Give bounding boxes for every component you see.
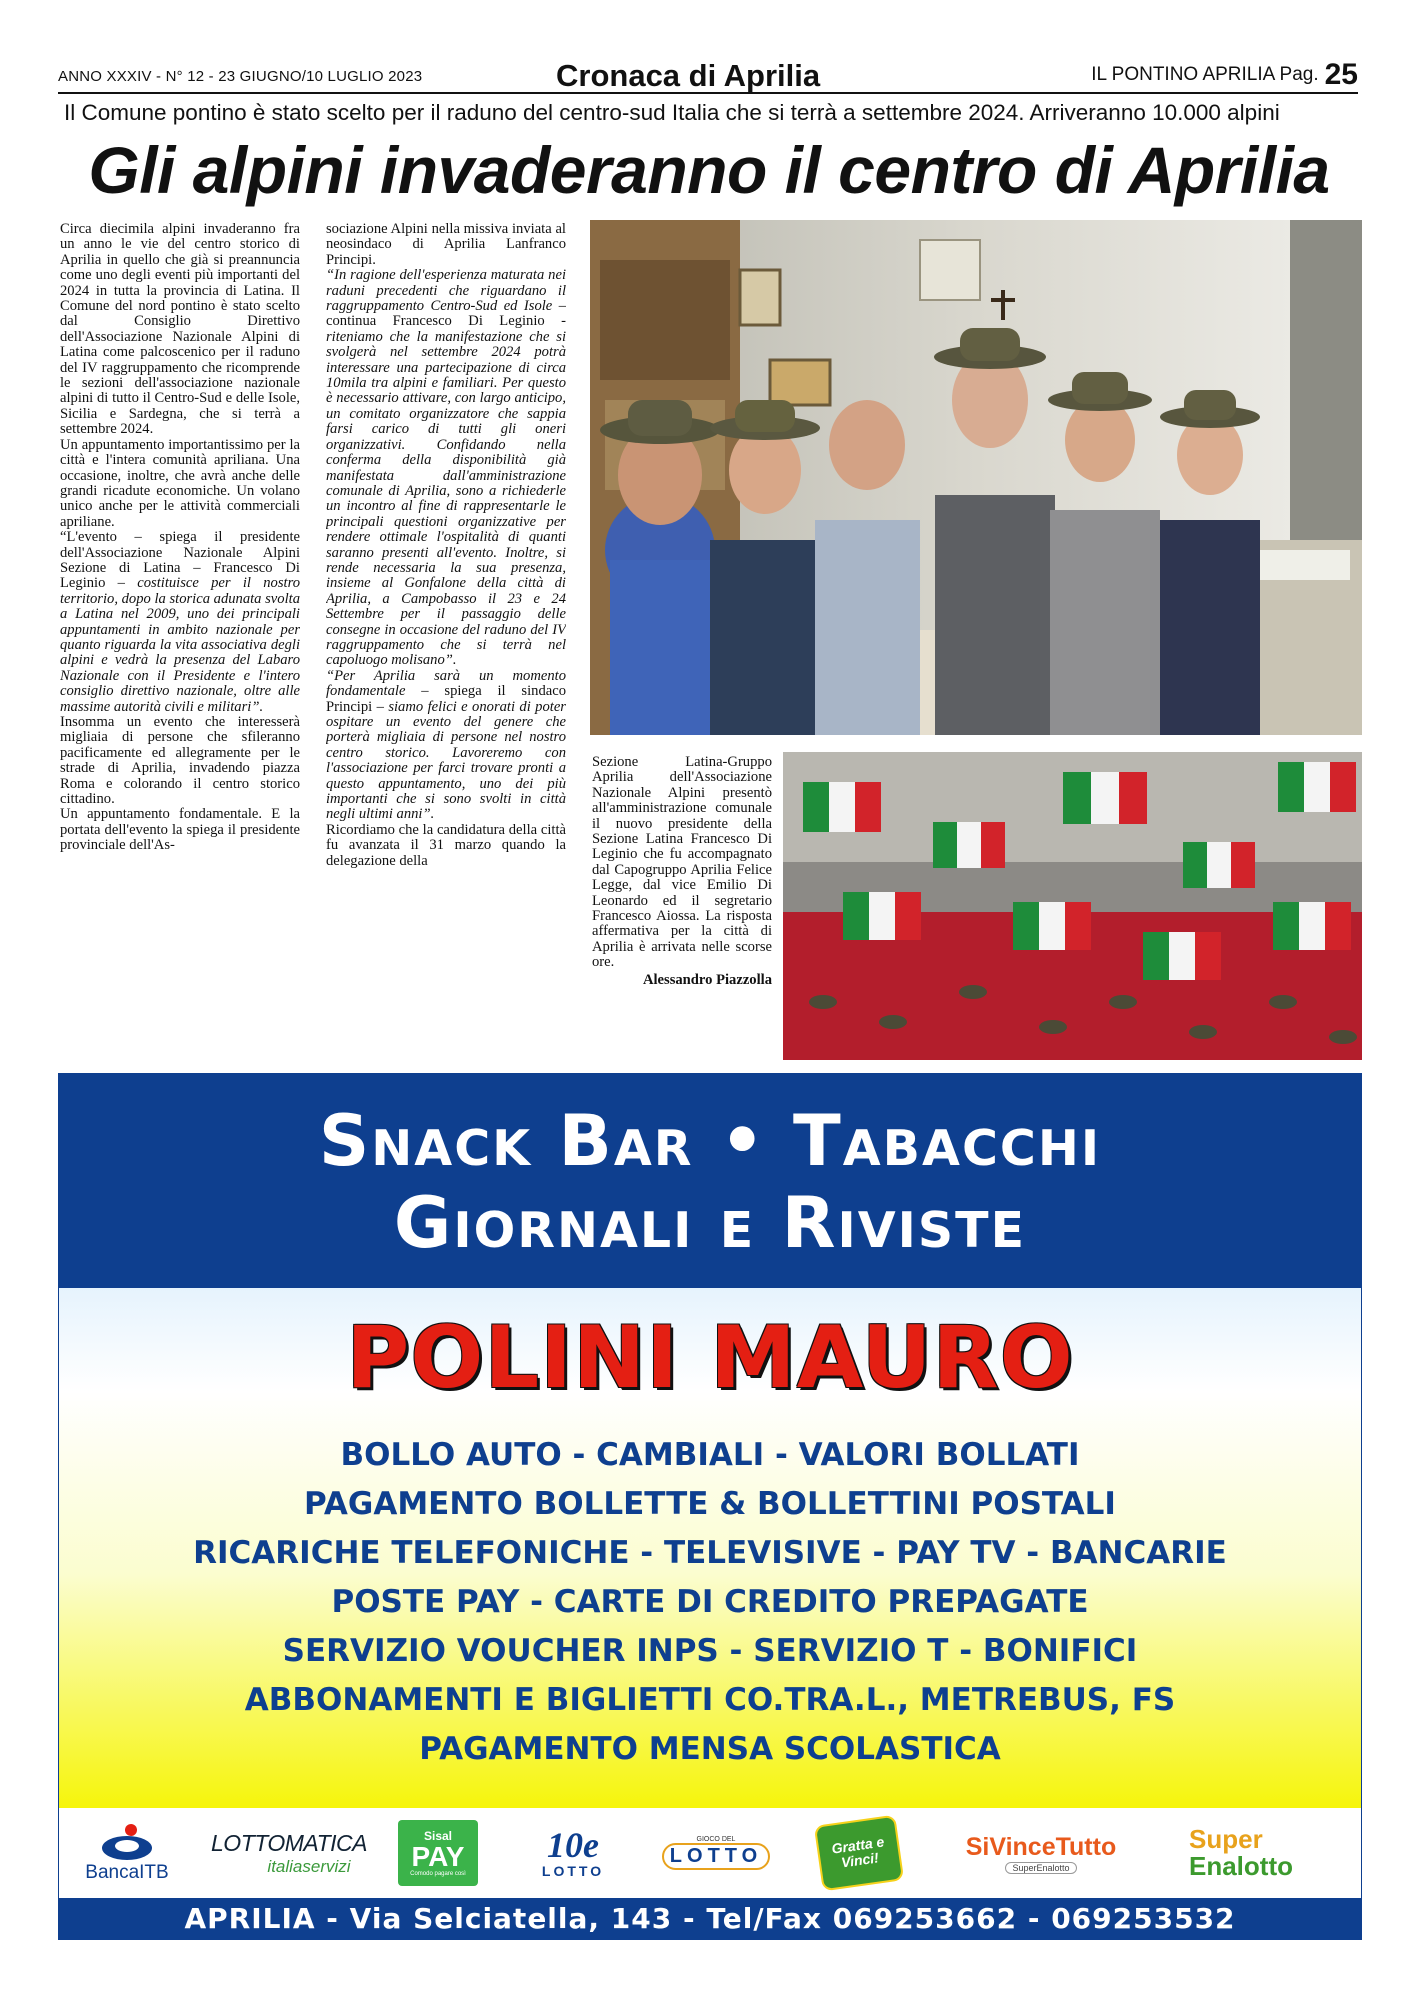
ad-body: [59, 1288, 1361, 1808]
sivincetutto-subtext: SuperEnalotto: [1005, 1862, 1076, 1874]
service-line: ABBONAMENTI E BIGLIETTI CO.TRA.L., METREBUS, FS: [244, 1682, 1176, 1718]
quote: riteniamo che la manifestazione che si svolgerà nel settembre 2024 potrà interessare una partecipazione di circa 10mila tra alpini e familiari. Per questo è necessario attivare, con largo anticipo, un comitato organizzatore che sappia farsi carico di tutti gli oneri organizzativi. Confidando nella conferma della disponibilità già manifestata dall'amministrazione comunale di Aprilia, sono a richiederle un incontro al fine di rappresentarle le principali questioni organizzative per rendere ottimale l'ospitalità di quanti saranno presenti all'evento. Inoltre, si rende necessaria la sua presenza, insieme al Gonfalone della città di Aprilia, a Campobasso il 23 e 24 Settembre per il passaggio delle consegne in occasione del raduno del IV raggruppamento che si terrà nel capoluogo molisano”.: [326, 328, 566, 669]
service-line: SERVIZIO VOUCHER INPS - SERVIZIO T - BONIFICI: [282, 1633, 1138, 1669]
bancaitb-logo: [77, 1820, 177, 1886]
quote: costituisce per il nostro territorio, dopo la storica adunata svolta a Latina nel 2009, uno dei principali appuntamenti in ambito nazionale per quanto riguarda la vita associativa degli alpini e vedrà la presenza del Labaro Nazionale con il Presidente e l'intero consiglio direttivo nazionale, oltre alle massime autorità civili e militari”.: [60, 575, 300, 715]
paragraph: [60, 530, 300, 715]
superenalotto-bottom: Enalotto: [1189, 1851, 1293, 1881]
ad-business-type: Snack Bar • Tabacchi: [318, 1100, 1102, 1182]
superenalotto-top: Super: [1189, 1824, 1263, 1854]
ad-address-bar: APRILIA - Via Selciatella, 143 - Tel/Fax 069253662 - 069253532: [59, 1898, 1361, 1939]
masthead: [58, 58, 1358, 94]
paragraph: sociazione Alpini nella missiva inviata al neosindaco di Aprilia Lanfranco Principi.: [326, 222, 566, 268]
parade-photo: [783, 752, 1362, 1060]
diecielotto-logo: [515, 1820, 631, 1886]
advertisement: [58, 1073, 1362, 1940]
ad-business-type-2: Giornali e Riviste: [393, 1182, 1027, 1264]
bancaitb-icon: [100, 1822, 154, 1862]
issue-info: ANNO XXXIV - N° 12 - 23 GIUGNO/10 LUGLIO 2023: [58, 68, 423, 85]
bancaitb-text: BancaITB: [85, 1862, 169, 1883]
article-column-1: [60, 222, 300, 1054]
paragraph: Ricordiamo che la candidatura della città fu avanzata il 31 marzo quando la delegazione della: [326, 821, 566, 869]
paragraph: Circa diecimila alpini invaderanno fra un anno le vie del centro storico di Aprilia in quello che già si preannuncia come uno degli eventi più importanti del 2024 in tutta la provincia di Latina. Il Comune del nord pontino è stato scelto dal Consiglio Direttivo dell'Associazione Nazionale Alpini di Latina come palcoscenico per il raduno del IV raggruppamento che ricomprende le sezioni dell'associazione nazionale alpini di tutto il Centro-Sud e delle Isole, Sicilia e Sardegna, che si terrà a settembre 2024.: [60, 222, 300, 438]
paragraph: Un appuntamento importantissimo per la città e l'intera comunità apriliana. Una occasione, inoltre, che avrà anche delle grandi ricadute economiche. Un volano unico anche per le attività commerciali apriliane.: [60, 436, 300, 530]
partner-logos: [59, 1808, 1361, 1898]
article-column-3: [592, 755, 772, 1055]
quote: “In ragione dell'esperienza maturata nei raduni precedenti che riguardano il raggruppamento Centro-Sud ed Isole: [326, 267, 566, 315]
service-line: PAGAMENTO BOLLETTE & BOLLETTINI POSTALI: [304, 1486, 1116, 1522]
sisal-text: Sisal: [423, 1829, 453, 1843]
sivincetutto-text: SiVinceTutto: [965, 1832, 1117, 1861]
gratta-e-vinci-logo: [813, 1820, 905, 1886]
lottomatica-subtext: italiaservizi: [267, 1856, 351, 1876]
paragraph: Un appuntamento fondamentale. E la portata dell'evento la spiega il presidente provinciale dell'As-: [60, 806, 300, 854]
page-number: 25: [1324, 58, 1358, 91]
paragraph: Sezione Latina-Gruppo Aprilia dell'Associazione Nazionale Alpini presentò all'amministrazione comunale il nuovo presidente della Sezione Latina Francesco Di Leginio che fu accompagnato dal Capogruppo Aprilia Felice Legge, dal vice Emilio Di Leonardo ed il segretario Francesco Aiossa. La risposta affermativa per la città di Aprilia è arrivata nelle scorse ore.: [592, 755, 772, 971]
section-title: Cronaca di Aprilia: [556, 58, 821, 93]
group-photo: [590, 220, 1362, 735]
sisalpay-logo: [397, 1820, 479, 1886]
gratta-e-vinci-text: Gratta e Vinci!: [814, 1815, 904, 1892]
attribution: – spiega il sindaco Principi –: [326, 683, 566, 715]
publication-name: IL PONTINO APRILIA Pag.: [1091, 64, 1319, 85]
article-column-2: [326, 222, 566, 1054]
superenalotto-logo: [1189, 1820, 1339, 1886]
author-signature: Alessandro Piazzolla: [642, 971, 772, 988]
ad-business-name: POLINI MAURO: [346, 1308, 1074, 1408]
paragraph: Insomma un evento che interesserà migliaia di persone che sfileranno pacificamente ed allegramente per le strade di Aprilia, invadendo piazza Roma e colorando il centro storico cittadino.: [60, 714, 300, 808]
service-line: RICARICHE TELEFONICHE - TELEVISIVE - PAY TV - BANCARIE: [193, 1535, 1227, 1571]
ad-services-list: [59, 1431, 1361, 1774]
lottomatica-logo: [199, 1820, 379, 1886]
lottomatica-text: LOTTOMATICA: [211, 1829, 367, 1856]
diecielotto-text: 10e: [547, 1825, 599, 1865]
lotto-logo: [651, 1820, 781, 1886]
page-label: [1091, 58, 1358, 92]
paragraph: [326, 669, 566, 823]
diecielotto-subtext: LOTTO: [541, 1863, 605, 1879]
attribution: – continua Francesco Di Leginio -: [326, 298, 566, 330]
quote: “Per Aprilia sarà un momento fondamentale: [326, 667, 566, 700]
service-line: BOLLO AUTO - CAMBIALI - VALORI BOLLATI: [340, 1437, 1080, 1473]
article-kicker: Il Comune pontino è stato scelto per il raduno del centro-sud Italia che si terrà a settembre 2024. Arriveranno 10.000 alpini: [64, 100, 1280, 125]
ad-header: [59, 1074, 1361, 1288]
service-line: POSTE PAY - CARTE DI CREDITO PREPAGATE: [331, 1584, 1089, 1620]
lotto-tag: GIOCO DEL: [696, 1836, 736, 1843]
article-headline: Gli alpini invaderanno il centro di Aprilia: [88, 133, 1330, 207]
paragraph: [326, 268, 566, 669]
quote: siamo felici e onorati di poter ospitare un evento del genere che porterà migliaia di persone nel nostro centro storico. Lavoreremo con l'associazione per farci trovare pronti a questo appuntamento, uno dei più importanti che si sono svolti in città negli ultimi anni”.: [326, 698, 566, 823]
sisal-pay-text: PAY: [411, 1841, 465, 1872]
sisal-tagline: Comodo pagare così: [410, 1871, 466, 1877]
lotto-text: LOTTO: [662, 1843, 770, 1870]
quote-intro: “L'evento – spiega il presidente dell'Associazione Nazionale Alpini Sezione di Latina – Francesco Di Leginio –: [60, 529, 300, 592]
service-line: PAGAMENTO MENSA SCOLASTICA: [419, 1731, 1001, 1767]
sivincetutto-logo: [941, 1820, 1141, 1886]
